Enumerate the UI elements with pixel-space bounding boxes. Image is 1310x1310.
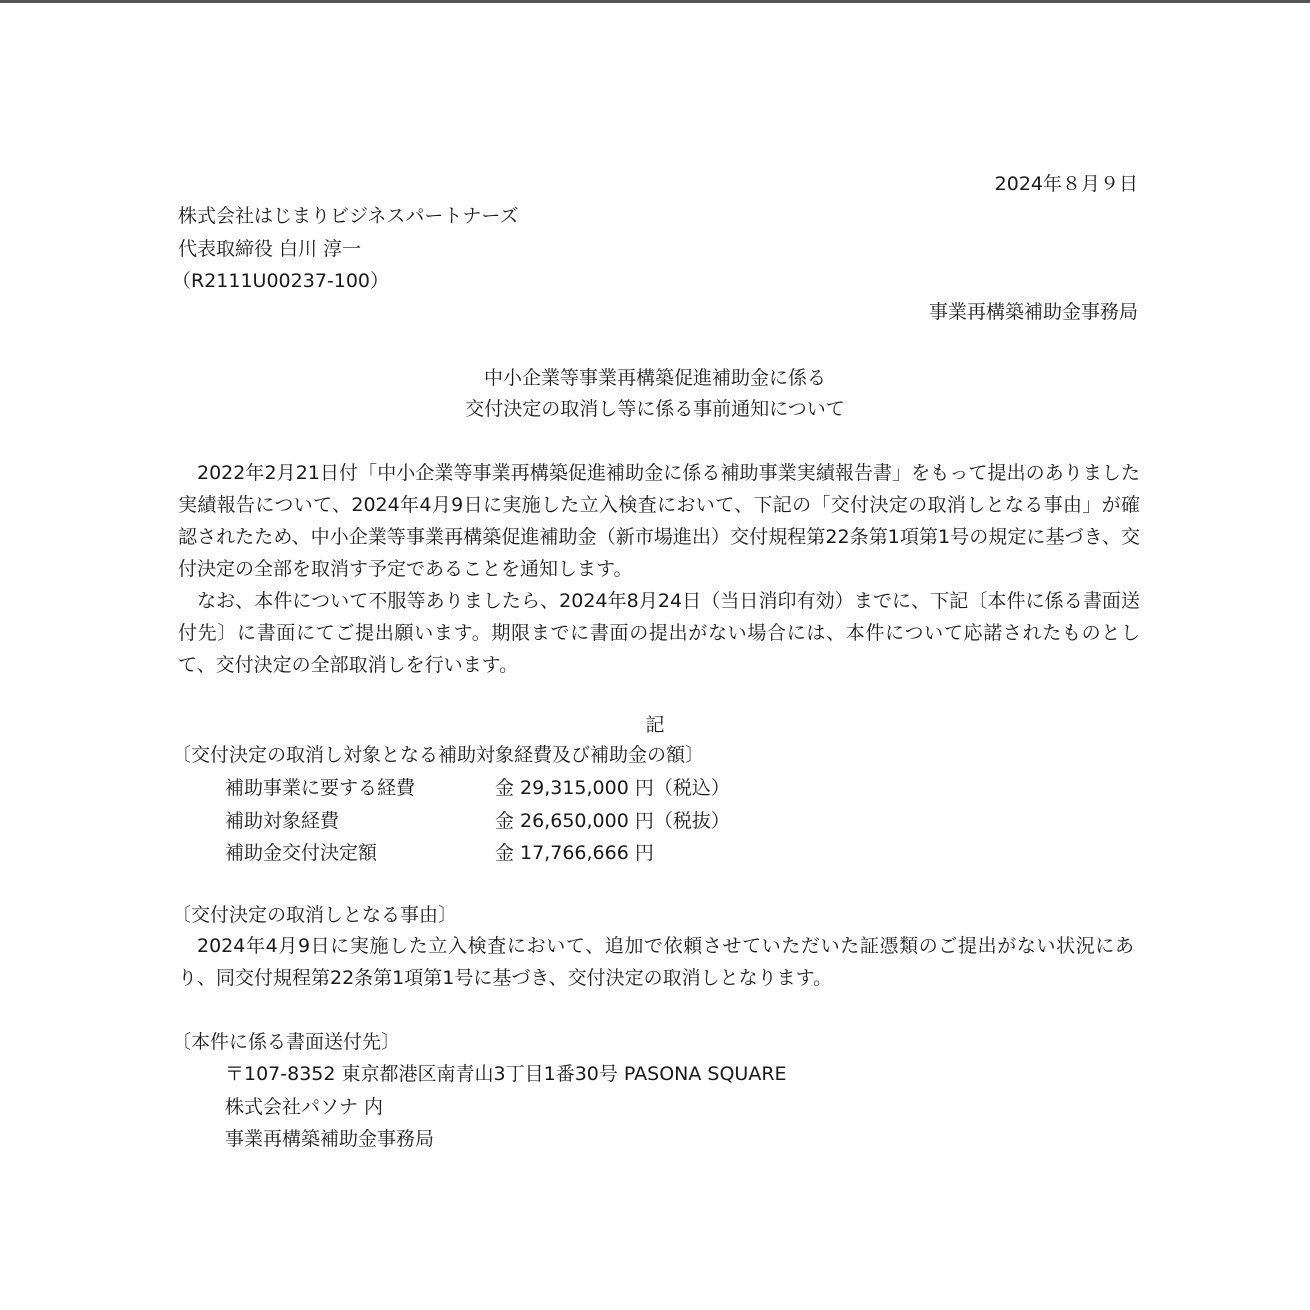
cost-value: 金 17,766,666 円 (495, 842, 654, 864)
recipient-representative: 代表取締役 白川 淳一 (178, 238, 362, 260)
reason-text: 2024年4月9日に実施した立入検査において、追加で依頼させていただいた証憑類のご提出がない状況にあり、同交付規程第22条第1項第1号に基づき、交付決定の取消しとなります。 (178, 935, 1134, 989)
cost-value: 金 26,650,000 円（税抜） (495, 810, 730, 832)
body-paragraph-2: なお、本件について不服等ありましたら、2024年8月24日（当日消印有効）までに、下記〔本件に係る書面送付先〕に書面にてご提出願います。期限までに書面の提出がない場合には、本件について応諾されたものとして、交付決定の全部取消しを行います。 (178, 590, 1140, 676)
sender-name: 事業再構築補助金事務局 (928, 301, 1138, 323)
title-line-2: 交付決定の取消し等に係る事前通知について (465, 398, 845, 420)
cost-label: 補助事業に要する経費 (225, 777, 416, 799)
recipient-company: 株式会社はじまりビジネスパートナーズ (178, 205, 519, 227)
cost-label: 補助金交付決定額 (225, 842, 378, 864)
address-line-company: 株式会社パソナ 内 (225, 1096, 384, 1118)
cost-label: 補助対象経費 (225, 810, 340, 832)
address-line-postal: 〒107-8352 東京都港区南青山3丁目1番30号 PASONA SQUARE (225, 1063, 787, 1085)
ki-marker: 記 (645, 714, 665, 736)
reason-heading: 〔交付決定の取消しとなる事由〕 (172, 904, 458, 926)
cost-value: 金 29,315,000 円（税込） (495, 777, 730, 799)
recipient-application-id: （R2111U00237-100） (172, 270, 390, 292)
address-line-office: 事業再構築補助金事務局 (225, 1128, 435, 1150)
document-date: 2024年８月９日 (994, 173, 1138, 195)
title-line-1: 中小企業等事業再構築促進補助金に係る (483, 367, 826, 389)
address-heading: 〔本件に係る書面送付先〕 (172, 1031, 401, 1053)
costs-heading: 〔交付決定の取消し対象となる補助対象経費及び補助金の額〕 (172, 744, 705, 766)
top-border (0, 0, 1310, 3)
body-paragraph-1: 2022年2月21日付「中小企業等事業再構築促進補助金に係る補助事業実績報告書」をもって提出のありました実績報告について、2024年4月9日に実施した立入検査において、下記の「交付決定の取消しとなる事由」が確認されたため、中小企業等事業再構築促進補助金（新市場進出）交付規程第22条第1項第1号の規定に基づき、交付決定の全部を取消す予定であることを通知します。 (178, 462, 1140, 580)
